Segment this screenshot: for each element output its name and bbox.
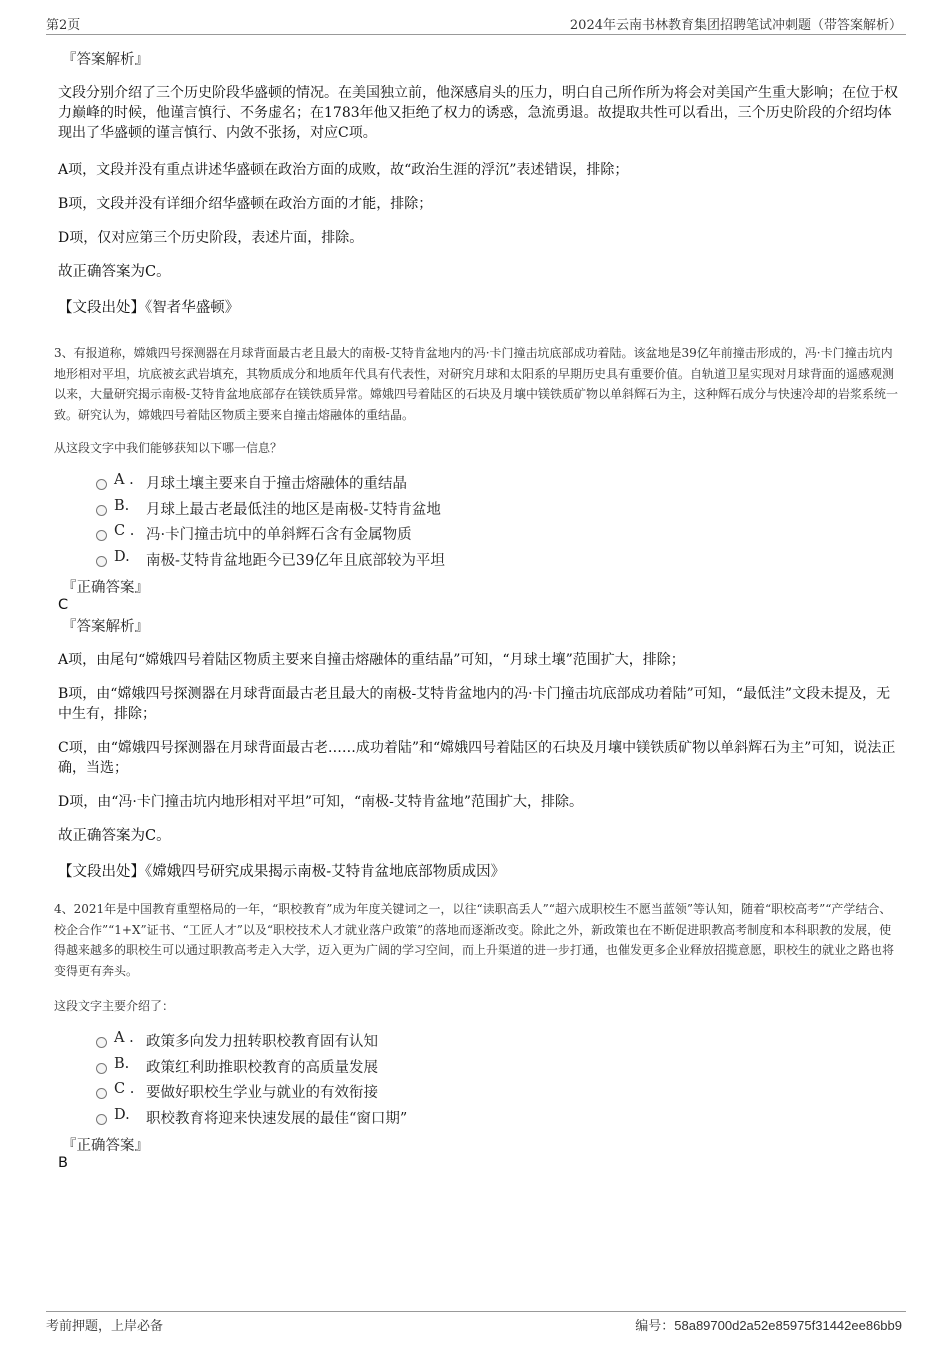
q2-analysis: 文段分别介绍了三个历史阶段华盛顿的情况。在美国独立前，他深感肩头的压力，明白自己所作所为将会对美国产生重大影响；在位于权力巅峰的时候，他谨言慎行、不务虚名；在1783年他又拒绝了权力的诱惑，急流勇退。故提取共性可以看出，三个历史阶段的介绍均体现出了华盛顿的谨言慎行、内敛不张扬，对应C项。 — [58, 85, 898, 141]
radio-icon[interactable] — [96, 1063, 107, 1074]
q3-option-c[interactable]: C . 冯·卡门撞击坑中的单斜辉石含有金属物质 — [58, 521, 900, 547]
q4-option-c[interactable]: C . 要做好职校生学业与就业的有效衔接 — [58, 1079, 900, 1105]
q3-prompt: 从这段文字中我们能够获知以下哪一信息？ — [54, 441, 283, 455]
q3-reason-d: D项，由“冯·卡门撞击坑内地形相对平坦”可知，“南极-艾特肯盆地”范围扩大，排除。 — [58, 794, 584, 810]
q3-analysis-label: 『答案解析』 — [62, 619, 149, 635]
q4-option-d[interactable]: D. 职校教育将迎来快速发展的最佳“窗口期” — [58, 1105, 900, 1131]
q3-option-a[interactable]: A . 月球土壤主要来自于撞击熔融体的重结晶 — [58, 470, 900, 496]
q4-options — [58, 1028, 900, 1130]
page-number: 第2页 — [46, 18, 81, 33]
q4-question: 4、2021年是中国教育重塑格局的一年，“职校教育”成为年度关键词之一，以往“读职高丢人”“超六成职校生不愿当蓝领”等认知，随着“职校高考”“产学结合、校企合作”“1+X”证书、“工匠人才”以及“职校技术人才就业落户政策”的落地而逐渐改变。除此之外，新政策也在不断促进职教高考制度和本科职教的发展，使得越来越多的职校生可以通过职教高考走入大学，迈入更为广阔的学习空间，而上升渠道的进一步打通，也催发更多企业释放招揽意愿，职校生的就业之路也将变得更有奔头。 — [54, 902, 895, 978]
q4-answer-label: 『正确答案』 — [62, 1138, 149, 1154]
q2-reason-d: D项，仅对应第三个历史阶段，表述片面，排除。 — [58, 230, 364, 246]
page-footer — [46, 1311, 906, 1336]
q2-reason-b: B项，文段并没有详细介绍华盛顿在政治方面的才能，排除； — [58, 196, 433, 212]
q3-option-d[interactable]: D. 南极-艾特肯盆地距今已39亿年且底部较为平坦 — [58, 547, 900, 573]
q3-conclusion: 故正确答案为C。 — [58, 828, 171, 844]
document-body — [54, 44, 900, 1171]
radio-icon[interactable] — [96, 556, 107, 567]
q3-reason-a: A项，由尾句“嫦娥四号着陆区物质主要来自撞击熔融体的重结晶”可知，“月球土壤”范围扩大，排除； — [58, 652, 685, 668]
q2-analysis-label: 『答案解析』 — [62, 52, 149, 68]
radio-icon[interactable] — [96, 1037, 107, 1048]
q3-answer: C — [58, 597, 69, 613]
radio-icon[interactable] — [96, 530, 107, 541]
q4-option-b[interactable]: B. 政策红利助推职校教育的高质量发展 — [58, 1054, 900, 1080]
q3-options — [58, 470, 900, 572]
q2-reason-a: A项，文段并没有重点讲述华盛顿在政治方面的成败，故“政治生涯的浮沉”表述错误，排除； — [58, 162, 629, 178]
footer-code-value: 58a89700d2a52e85975f31442ee86bb9 — [674, 1318, 902, 1333]
q3-answer-label: 『正确答案』 — [62, 580, 149, 596]
q4-answer: B — [58, 1155, 68, 1171]
footer-code-label: 编号： — [635, 1319, 675, 1334]
q4-option-a[interactable]: A . 政策多向发力扭转职校教育固有认知 — [58, 1028, 900, 1054]
q3-source: 【文段出处】《嫦娥四号研究成果揭示南极-艾特肯盆地底部物质成因》 — [58, 864, 506, 880]
q2-source: 【文段出处】《智者华盛顿》 — [58, 300, 240, 316]
document-title: 2024年云南书林教育集团招聘笔试冲刺题（带答案解析） — [569, 18, 902, 33]
q3-question: 3、有报道称，嫦娥四号探测器在月球背面最古老且最大的南极-艾特肯盆地内的冯·卡门撞击坑底部成功着陆。该盆地是39亿年前撞击形成的，冯·卡门撞击坑内地形相对平坦，坑底被玄武岩填充，其物质成分和地质年代具有代表性，对研究月球和太阳系的早期历史具有重要价值。自轨道卫星实现对月球背面的遥感观测以来，大量研究揭示南极-艾特肯盆地底部存在镁铁质异常。嫦娥四号着陆区的石块及月壤中镁铁质矿物以单斜辉石为主，这种辉石成分与快速冷却的岩浆系统一致。研究认为，嫦娥四号着陆区物质主要来自撞击熔融体的重结晶。 — [54, 346, 899, 422]
radio-icon[interactable] — [96, 479, 107, 490]
page-header — [46, 14, 906, 35]
q4-prompt: 这段文字主要介绍了： — [54, 999, 175, 1013]
q3-reason-c: C项，由“嫦娥四号探测器在月球背面最古老……成功着陆”和“嫦娥四号着陆区的石块及月壤中镁铁质矿物以单斜辉石为主”可知，说法正确，当选； — [58, 740, 896, 776]
radio-icon[interactable] — [96, 505, 107, 516]
q3-option-b[interactable]: B. 月球上最古老最低洼的地区是南极-艾特肯盆地 — [58, 496, 900, 522]
q3-reason-b: B项，由“嫦娥四号探测器在月球背面最古老且最大的南极-艾特肯盆地内的冯·卡门撞击坑底部成功着陆”可知，“最低洼”文段未提及，无中生有，排除； — [58, 686, 891, 722]
footer-slogan: 考前押题，上岸必备 — [46, 1319, 164, 1334]
radio-icon[interactable] — [96, 1114, 107, 1125]
radio-icon[interactable] — [96, 1088, 107, 1099]
footer-code — [635, 1315, 902, 1334]
q2-conclusion: 故正确答案为C。 — [58, 264, 171, 280]
